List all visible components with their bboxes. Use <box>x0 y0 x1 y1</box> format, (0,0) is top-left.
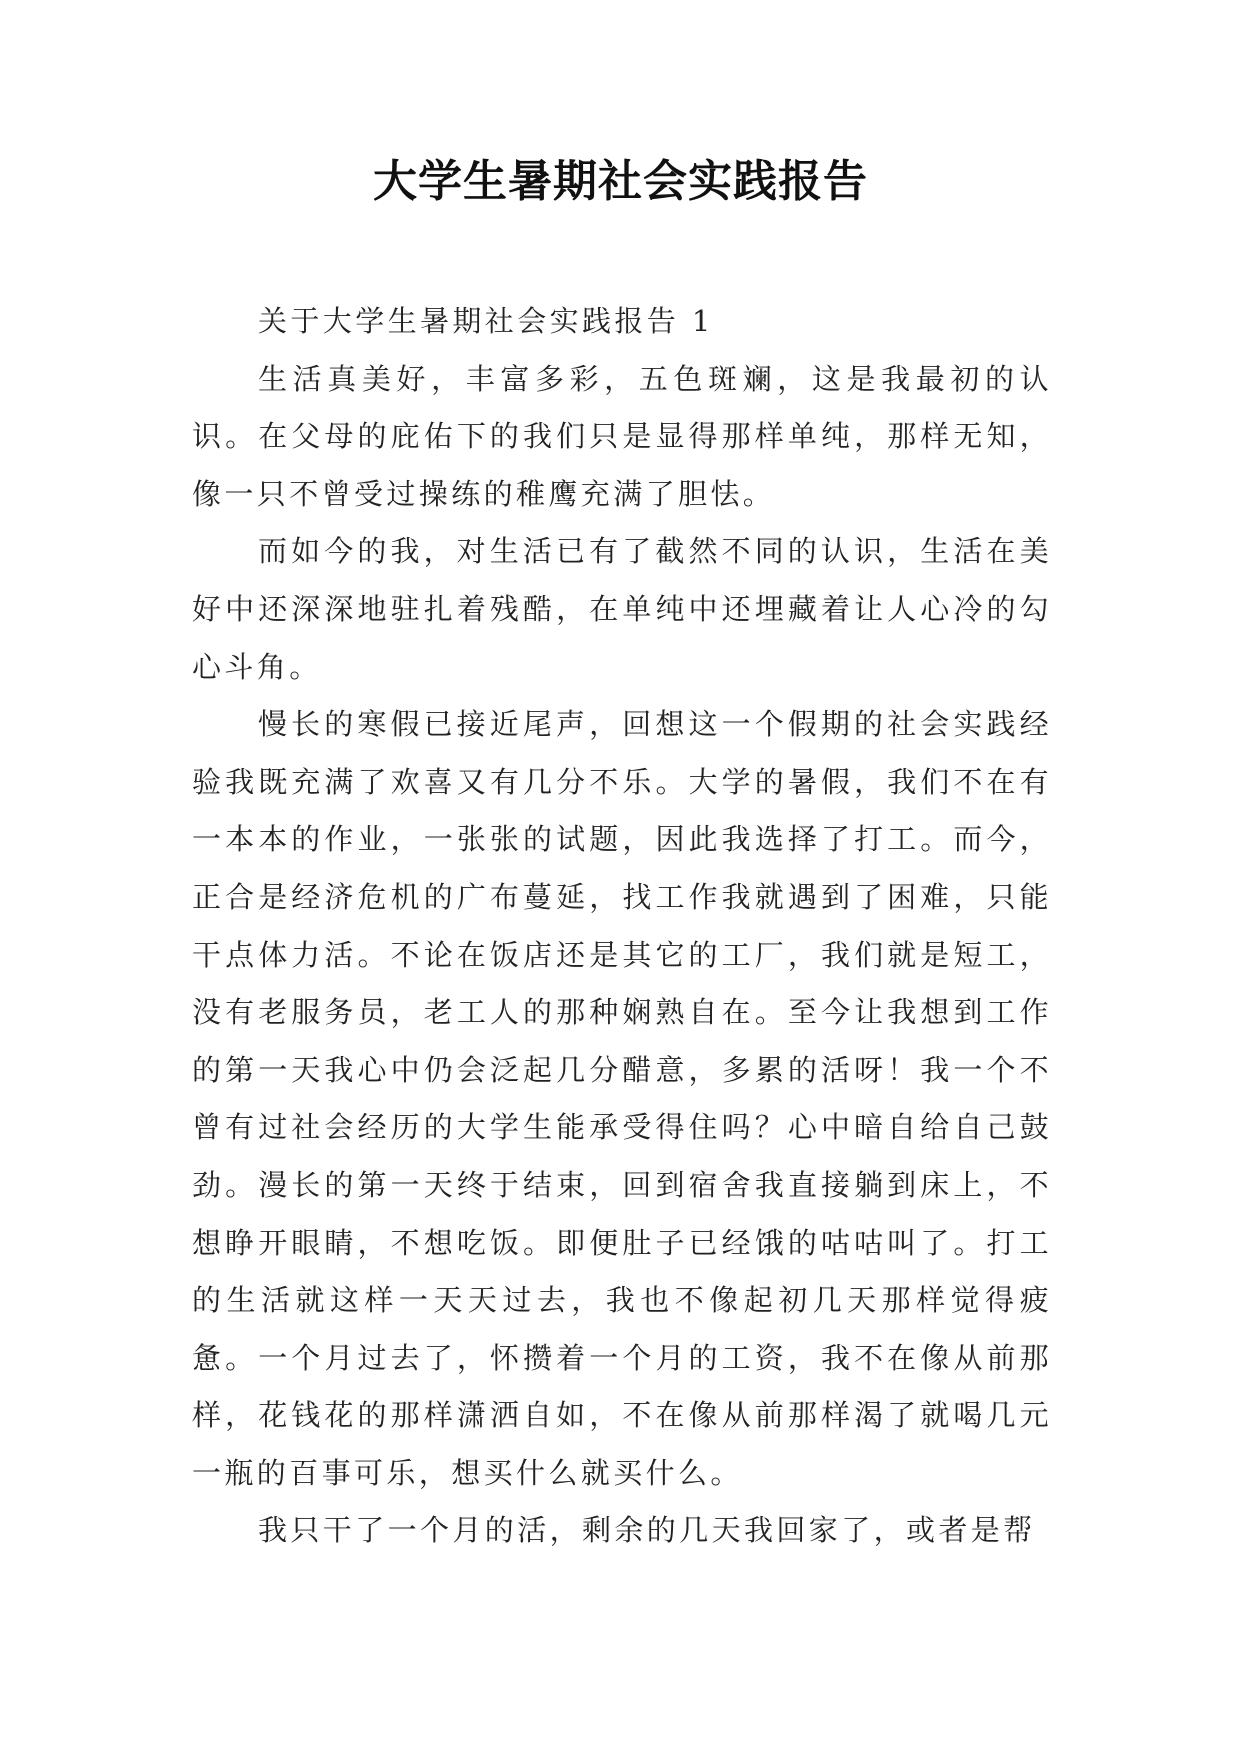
paragraph: 慢长的寒假已接近尾声，回想这一个假期的社会实践经验我既充满了欢喜又有几分不乐。大学的暑假，我们不在有一本本的作业，一张张的试题，因此我选择了打工。而今，正合是经济危机的广布蔓延，找工作我就遇到了困难，只能干点体力活。不论在饭店还是其它的工厂，我们就是短工，没有老服务员，老工人的那种娴熟自在。至今让我想到工作的第一天我心中仍会泛起几分醋意，多累的活呀！我一个不曾有过社会经历的大学生能承受得住吗？心中暗自给自己鼓劲。漫长的第一天终于结束，回到宿舍我直接躺到床上，不想睁开眼睛，不想吃饭。即便肚子已经饿的咕咕叫了。打工的生活就这样一天天过去，我也不像起初几天那样觉得疲惫。一个月过去了，怀攒着一个月的工资，我不在像从前那样，花钱花的那样潇洒自如，不在像从前那样渴了就喝几元一瓶的百事可乐，想买什么就买什么。 <box>192 707 1052 1490</box>
document-body <box>192 293 1052 1560</box>
document-title: 大学生暑期社会实践报告 <box>373 156 868 207</box>
section-heading: 关于大学生暑期社会实践报告 1 <box>258 304 714 338</box>
paragraph: 生活真美好，丰富多彩，五色斑斓，这是我最初的认识。在父母的庇佑下的我们只是显得那样单纯，那样无知，像一只不曾受过操练的稚鹰充满了胆怯。 <box>192 361 1052 511</box>
paragraph: 而如今的我，对生活已有了截然不同的认识，生活在美好中还深深地驻扎着残酷，在单纯中还埋藏着让人心冷的勾心斗角。 <box>192 534 1052 684</box>
paragraph: 我只干了一个月的活，剩余的几天我回家了，或者是帮 <box>258 1513 1036 1548</box>
